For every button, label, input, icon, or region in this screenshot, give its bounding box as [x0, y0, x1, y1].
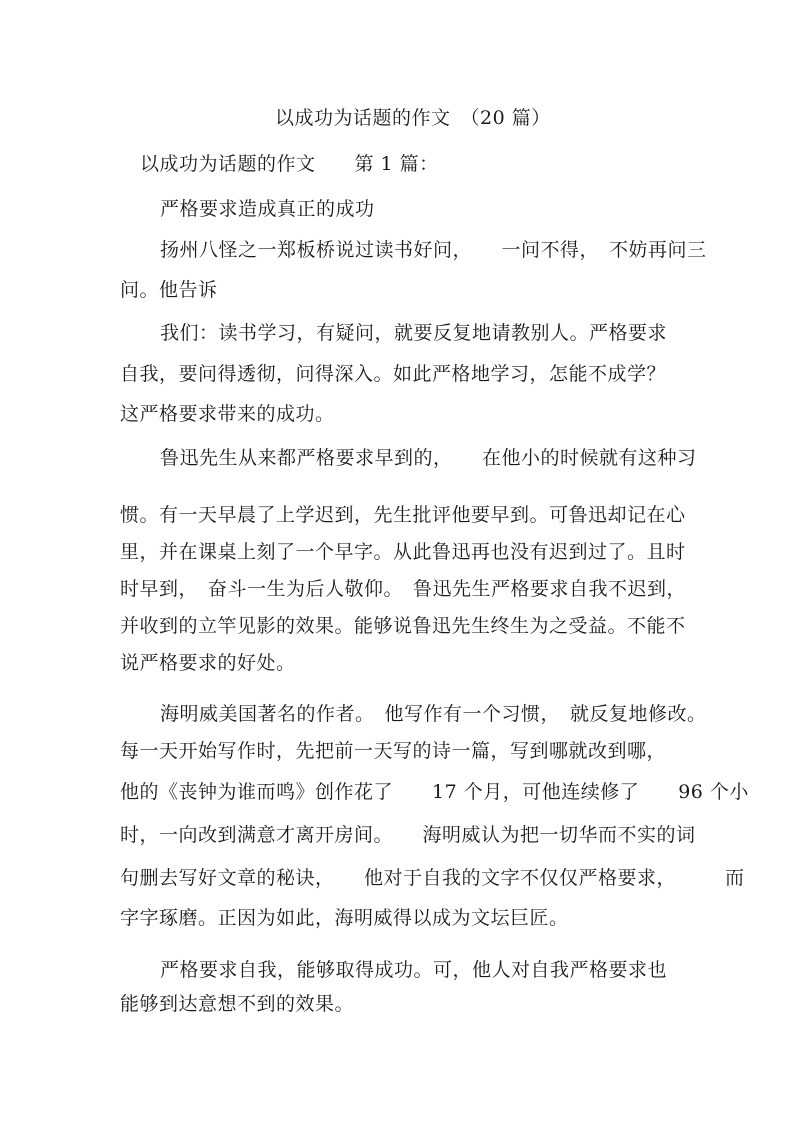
body-line: 并收到的立竿见影的效果。能够说鲁迅先生终生为之受益。不能不	[120, 615, 686, 637]
body-line: 时，一向改到满意才离开房间。 海明威认为把一切华而不实的词	[120, 824, 696, 846]
body-line: 这严格要求带来的成功。	[120, 403, 335, 425]
body-line: 问。他告诉	[120, 279, 218, 301]
document-title: 以成功为话题的作文 （20 篇）	[275, 107, 551, 129]
body-line: 字字琢磨。正因为如此，海明威得以成为文坛巨匠。	[120, 907, 569, 929]
body-line: 海明威美国著名的作者。 他写作有一个习惯， 就反复地修改。	[160, 703, 707, 725]
body-line: 里，并在课桌上刻了一个早字。从此鲁迅再也没有迟到过了。且时	[120, 541, 686, 563]
body-line: 时早到， 奋斗一生为后人敬仰。 鲁迅先生严格要求自我不迟到，	[120, 578, 687, 600]
body-line: 惯。有一天早晨了上学迟到，先生批评他要早到。可鲁迅却记在心	[120, 504, 686, 526]
body-line: 说严格要求的好处。	[120, 652, 296, 674]
body-line: 我们：读书学习，有疑问，就要反复地请教别人。严格要求	[160, 322, 668, 344]
essay-title: 严格要求造成真正的成功	[160, 198, 375, 220]
body-line: 他的《丧钟为谁而鸣》创作花了 17 个月，可他连续修了 96 个小	[120, 781, 749, 803]
document-subtitle: 以成功为话题的作文 第 1 篇：	[140, 153, 439, 175]
body-line: 扬州八怪之一郑板桥说过读书好问， 一问不得， 不妨再问三	[160, 239, 707, 261]
body-line: 每一天开始写作时，先把前一天写的诗一篇，写到哪就改到哪，	[120, 740, 667, 762]
body-line: 自我，要问得透彻，问得深入。如此严格地学习，怎能不成学？	[120, 363, 667, 385]
body-line: 句删去写好文章的秘诀， 他对于自我的文字不仅仅严格要求， 而	[120, 867, 745, 889]
body-line: 能够到达意想不到的效果。	[120, 993, 355, 1015]
body-line: 严格要求自我，能够取得成功。可，他人对自我严格要求也	[160, 959, 668, 981]
body-line: 鲁迅先生从来都严格要求早到的， 在他小的时候就有这种习	[160, 447, 697, 469]
